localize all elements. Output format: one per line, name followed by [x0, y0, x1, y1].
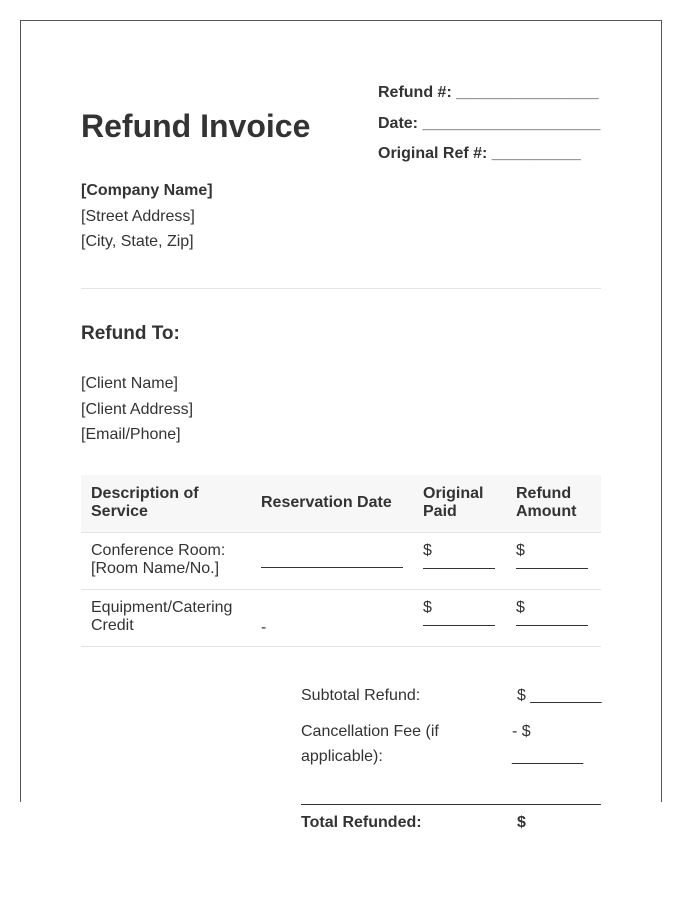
paid-amount-blank [423, 568, 495, 569]
row-date-cell [251, 589, 413, 646]
client-info [81, 371, 193, 448]
row-paid-cell [413, 532, 506, 589]
table-row [81, 589, 601, 646]
subtotal-label: Subtotal Refund: [301, 687, 421, 704]
invoice-page [20, 20, 662, 831]
column-header-description: Description of Service [81, 475, 251, 532]
cancellation-fee-label: Cancellation Fee (if applicable): [301, 723, 439, 765]
table-header-row [81, 475, 601, 532]
row-description: Equipment/Catering Credit [91, 598, 233, 634]
paid-currency: $ [423, 541, 432, 559]
company-name: [Company Name] [81, 182, 213, 199]
subtotal-value: $ ________ [517, 687, 602, 704]
row-description-cell [81, 589, 251, 646]
row-refund-cell [506, 589, 601, 646]
total-refunded-label: Total Refunded: [301, 814, 422, 831]
paid-amount-blank [423, 625, 495, 626]
refund-items-table [81, 475, 601, 647]
company-street: [Street Address] [81, 207, 195, 225]
refund-number-field: Refund #: ________________ [378, 84, 599, 101]
row-paid-cell [413, 589, 506, 646]
refund-to-heading: Refund To: [81, 323, 180, 344]
company-city: [City, State, Zip] [81, 233, 194, 250]
row-date-cell [251, 532, 413, 589]
row-description-cell [81, 532, 251, 589]
original-ref-field: Original Ref #: __________ [378, 145, 581, 162]
cancellation-fee-value: - $ [512, 723, 531, 740]
total-refunded-value: $ [517, 814, 526, 831]
column-header-reservation-date: Reservation Date [251, 475, 413, 532]
section-divider [81, 288, 601, 289]
client-address: [Client Address] [81, 400, 194, 418]
column-header-original-paid: Original Paid [413, 475, 506, 532]
page-title: Refund Invoice [81, 108, 311, 144]
company-info [81, 178, 213, 255]
paid-currency: $ [423, 598, 432, 616]
table-row [81, 532, 601, 589]
reservation-date-blank [261, 567, 403, 568]
column-header-refund-amount: Refund Amount [506, 475, 601, 532]
refund-amount-blank [516, 625, 588, 626]
cancellation-fee-blank: ________ [512, 748, 584, 765]
refund-currency: $ [516, 541, 525, 559]
row-refund-cell [506, 532, 601, 589]
client-contact: [Email/Phone] [81, 426, 181, 443]
refund-amount-blank [516, 568, 588, 569]
client-name: [Client Name] [81, 375, 178, 392]
invoice-meta [378, 83, 608, 175]
total-divider [301, 804, 601, 805]
row-description: Conference Room: [Room Name/No.] [91, 541, 226, 577]
date-field: Date: ____________________ [378, 114, 601, 132]
refund-currency: $ [516, 598, 525, 616]
reservation-date-dash: - [261, 618, 267, 636]
